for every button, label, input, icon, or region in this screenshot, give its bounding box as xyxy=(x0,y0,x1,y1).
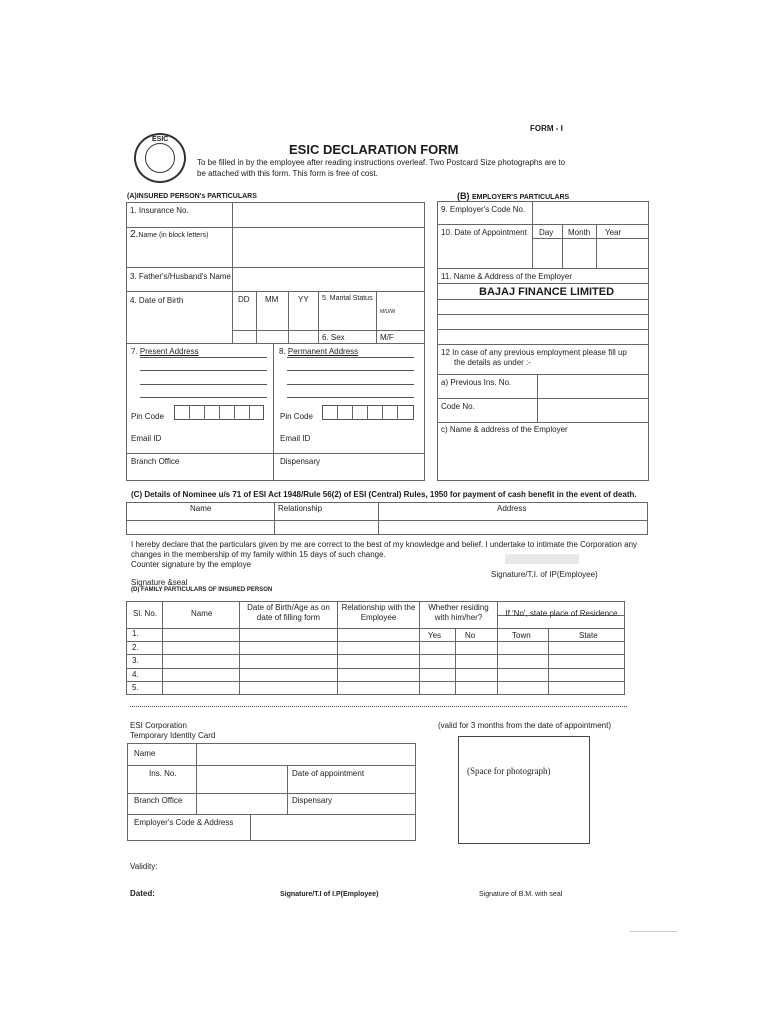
counter-signature-label: Counter signature by the employe xyxy=(131,560,252,569)
family-header-yes: Yes xyxy=(428,631,442,640)
code-no-label: Code No. xyxy=(441,402,475,411)
section-d-heading: (D) FAMILY PARTICULARS OF INSURED PERSON xyxy=(131,587,273,593)
esic-logo xyxy=(134,133,186,183)
family-header-res-1: Whether residing xyxy=(428,603,489,612)
family-header-town: Town xyxy=(512,631,531,640)
insurance-no-label: 1. Insurance No. xyxy=(130,206,189,215)
family-header-dob-1: Date of Birth/Age as on xyxy=(247,603,330,612)
prev-employment-line-1: 12 In case of any previous employment please fill up xyxy=(441,348,627,357)
section-b-prefix: (B) xyxy=(457,191,470,201)
dispensary-label: Dispensary xyxy=(280,457,321,466)
marital-status-options: M/U/W xyxy=(380,309,396,315)
family-row-5: 5. xyxy=(132,683,139,692)
present-num: 7. xyxy=(131,347,138,356)
photo-box xyxy=(458,736,590,844)
logo-text: ESIC xyxy=(152,136,169,143)
signature-bm-seal: Signature of B.M. with seal xyxy=(479,891,563,898)
employer-name-address-label: 11. Name & Address of the Employer xyxy=(441,272,573,281)
card-name-label: Name xyxy=(134,749,156,758)
date-appointment-label: 10. Date of Appointment xyxy=(441,228,527,237)
signature-ip-label: Signature/T.I. of IP(Employee) xyxy=(491,570,598,579)
family-header-dob-2: date of filling form xyxy=(256,613,321,622)
branch-office-label: Branch Office xyxy=(131,457,180,466)
section-c-heading: (C) Details of Nominee u/s 71 of ESI Act 1948/Rule 56(2) of ESI (Central) Rules, 1950 for payment of cash benefit in the event of death. xyxy=(131,490,637,499)
signature-seal-label: Signature &seal xyxy=(131,578,188,587)
declaration-line-1: I hereby declare that the particulars given by me are correct to the best of my knowledge and belief. I undertake to intimate the Corporation any xyxy=(131,540,638,549)
section-a-heading: (A)INSURED PERSON's PARTICULARS xyxy=(127,193,257,200)
family-row-4: 4. xyxy=(132,670,139,679)
family-row-3: 3. xyxy=(132,656,139,665)
family-header-rel-1: Relationship with the xyxy=(341,603,416,612)
family-header-no: No xyxy=(465,631,476,640)
nominee-header-name: Name xyxy=(190,504,212,513)
family-header-rel-2: Employee xyxy=(360,613,397,622)
prev-employer-label: c) Name & address of the Employer xyxy=(441,425,568,434)
family-header-res-2: with him/her? xyxy=(434,613,483,622)
family-header-if-no: If 'No', state place of Residence xyxy=(505,609,618,618)
photo-space-label: (Space for photograph) xyxy=(467,766,551,776)
dob-yy: YY xyxy=(298,295,309,304)
family-header-sl: Sl. No. xyxy=(133,609,158,618)
prev-ins-label: a) Previous Ins. No. xyxy=(441,378,512,387)
permanent-pin-boxes[interactable] xyxy=(322,405,414,420)
section-b-heading: EMPLOYER'S PARTICULARS xyxy=(472,194,570,201)
page-title: ESIC DECLARATION FORM xyxy=(289,142,459,157)
sex-label: 6. Sex xyxy=(322,333,345,342)
card-branch-office-label: Branch Office xyxy=(134,796,183,805)
declaration-line-2: changes in the membership of my family within 15 days of such change. xyxy=(131,550,386,559)
dated-label: Dated: xyxy=(130,889,155,898)
dob-dd: DD xyxy=(238,295,250,304)
name-label: Name (in block letters) xyxy=(138,232,209,239)
validity-label: Validity: xyxy=(130,862,158,871)
permanent-email-label: Email ID xyxy=(280,434,311,443)
cut-line xyxy=(130,706,627,707)
employer-code-label: 9. Employer's Code No. xyxy=(441,205,526,214)
sex-options: M/F xyxy=(380,333,394,342)
prev-employment-line-2: the details as under :- xyxy=(454,358,531,367)
card-date-appointment-label: Date of appointment xyxy=(292,769,365,778)
permanent-address-label: Permanent Address xyxy=(287,347,359,356)
instruction-line-1: To be filled in by the employee after reading instructions overleaf. Two Postcard Size photographs are to xyxy=(197,158,566,167)
card-dispensary-label: Dispensary xyxy=(292,796,333,805)
temp-card-label: Temporary Identity Card xyxy=(130,731,216,740)
present-email-label: Email ID xyxy=(131,434,162,443)
family-header-name: Name xyxy=(191,609,213,618)
signature-ip-employee: Signature/T.I of I.P(Employee) xyxy=(280,891,379,898)
employer-box xyxy=(437,201,649,481)
family-header-state: State xyxy=(579,631,598,640)
logo-emblem-icon xyxy=(145,143,175,173)
instruction-line-2: be attached with this form. This form is free of cost. xyxy=(197,169,378,178)
father-name-label: 3. Father's/Husband's Name xyxy=(130,272,231,281)
nominee-header-address: Address xyxy=(497,504,527,513)
permanent-num: 8. xyxy=(279,347,286,356)
employer-name: BAJAJ FINANCE LIMITED xyxy=(479,286,615,298)
present-address-label: Present Address xyxy=(139,347,199,356)
present-pin-label: Pin Code xyxy=(131,412,164,421)
card-ins-no-label: Ins. No. xyxy=(149,769,177,778)
card-employer-code-label: Employer's Code & Address xyxy=(134,818,234,827)
family-row-2: 2. xyxy=(132,643,139,652)
nominee-header-relationship: Relationship xyxy=(278,504,323,513)
page-mark xyxy=(630,931,677,932)
appointment-day: Day xyxy=(539,228,554,237)
dob-label: 4. Date of Birth xyxy=(130,296,184,305)
validity-note: (valid for 3 months from the date of appointment) xyxy=(438,721,611,730)
appointment-year: Year xyxy=(605,228,622,237)
family-row-1: 1. xyxy=(132,629,139,638)
esi-corporation-label: ESI Corporation xyxy=(130,721,187,730)
marital-status-label: 5. Marital Status xyxy=(322,295,373,302)
form-number: FORM - I xyxy=(530,124,563,133)
permanent-pin-label: Pin Code xyxy=(280,412,313,421)
appointment-month: Month xyxy=(568,228,591,237)
signature-placeholder xyxy=(505,554,579,564)
name-num: 2. xyxy=(130,229,139,240)
dob-mm: MM xyxy=(265,295,279,304)
